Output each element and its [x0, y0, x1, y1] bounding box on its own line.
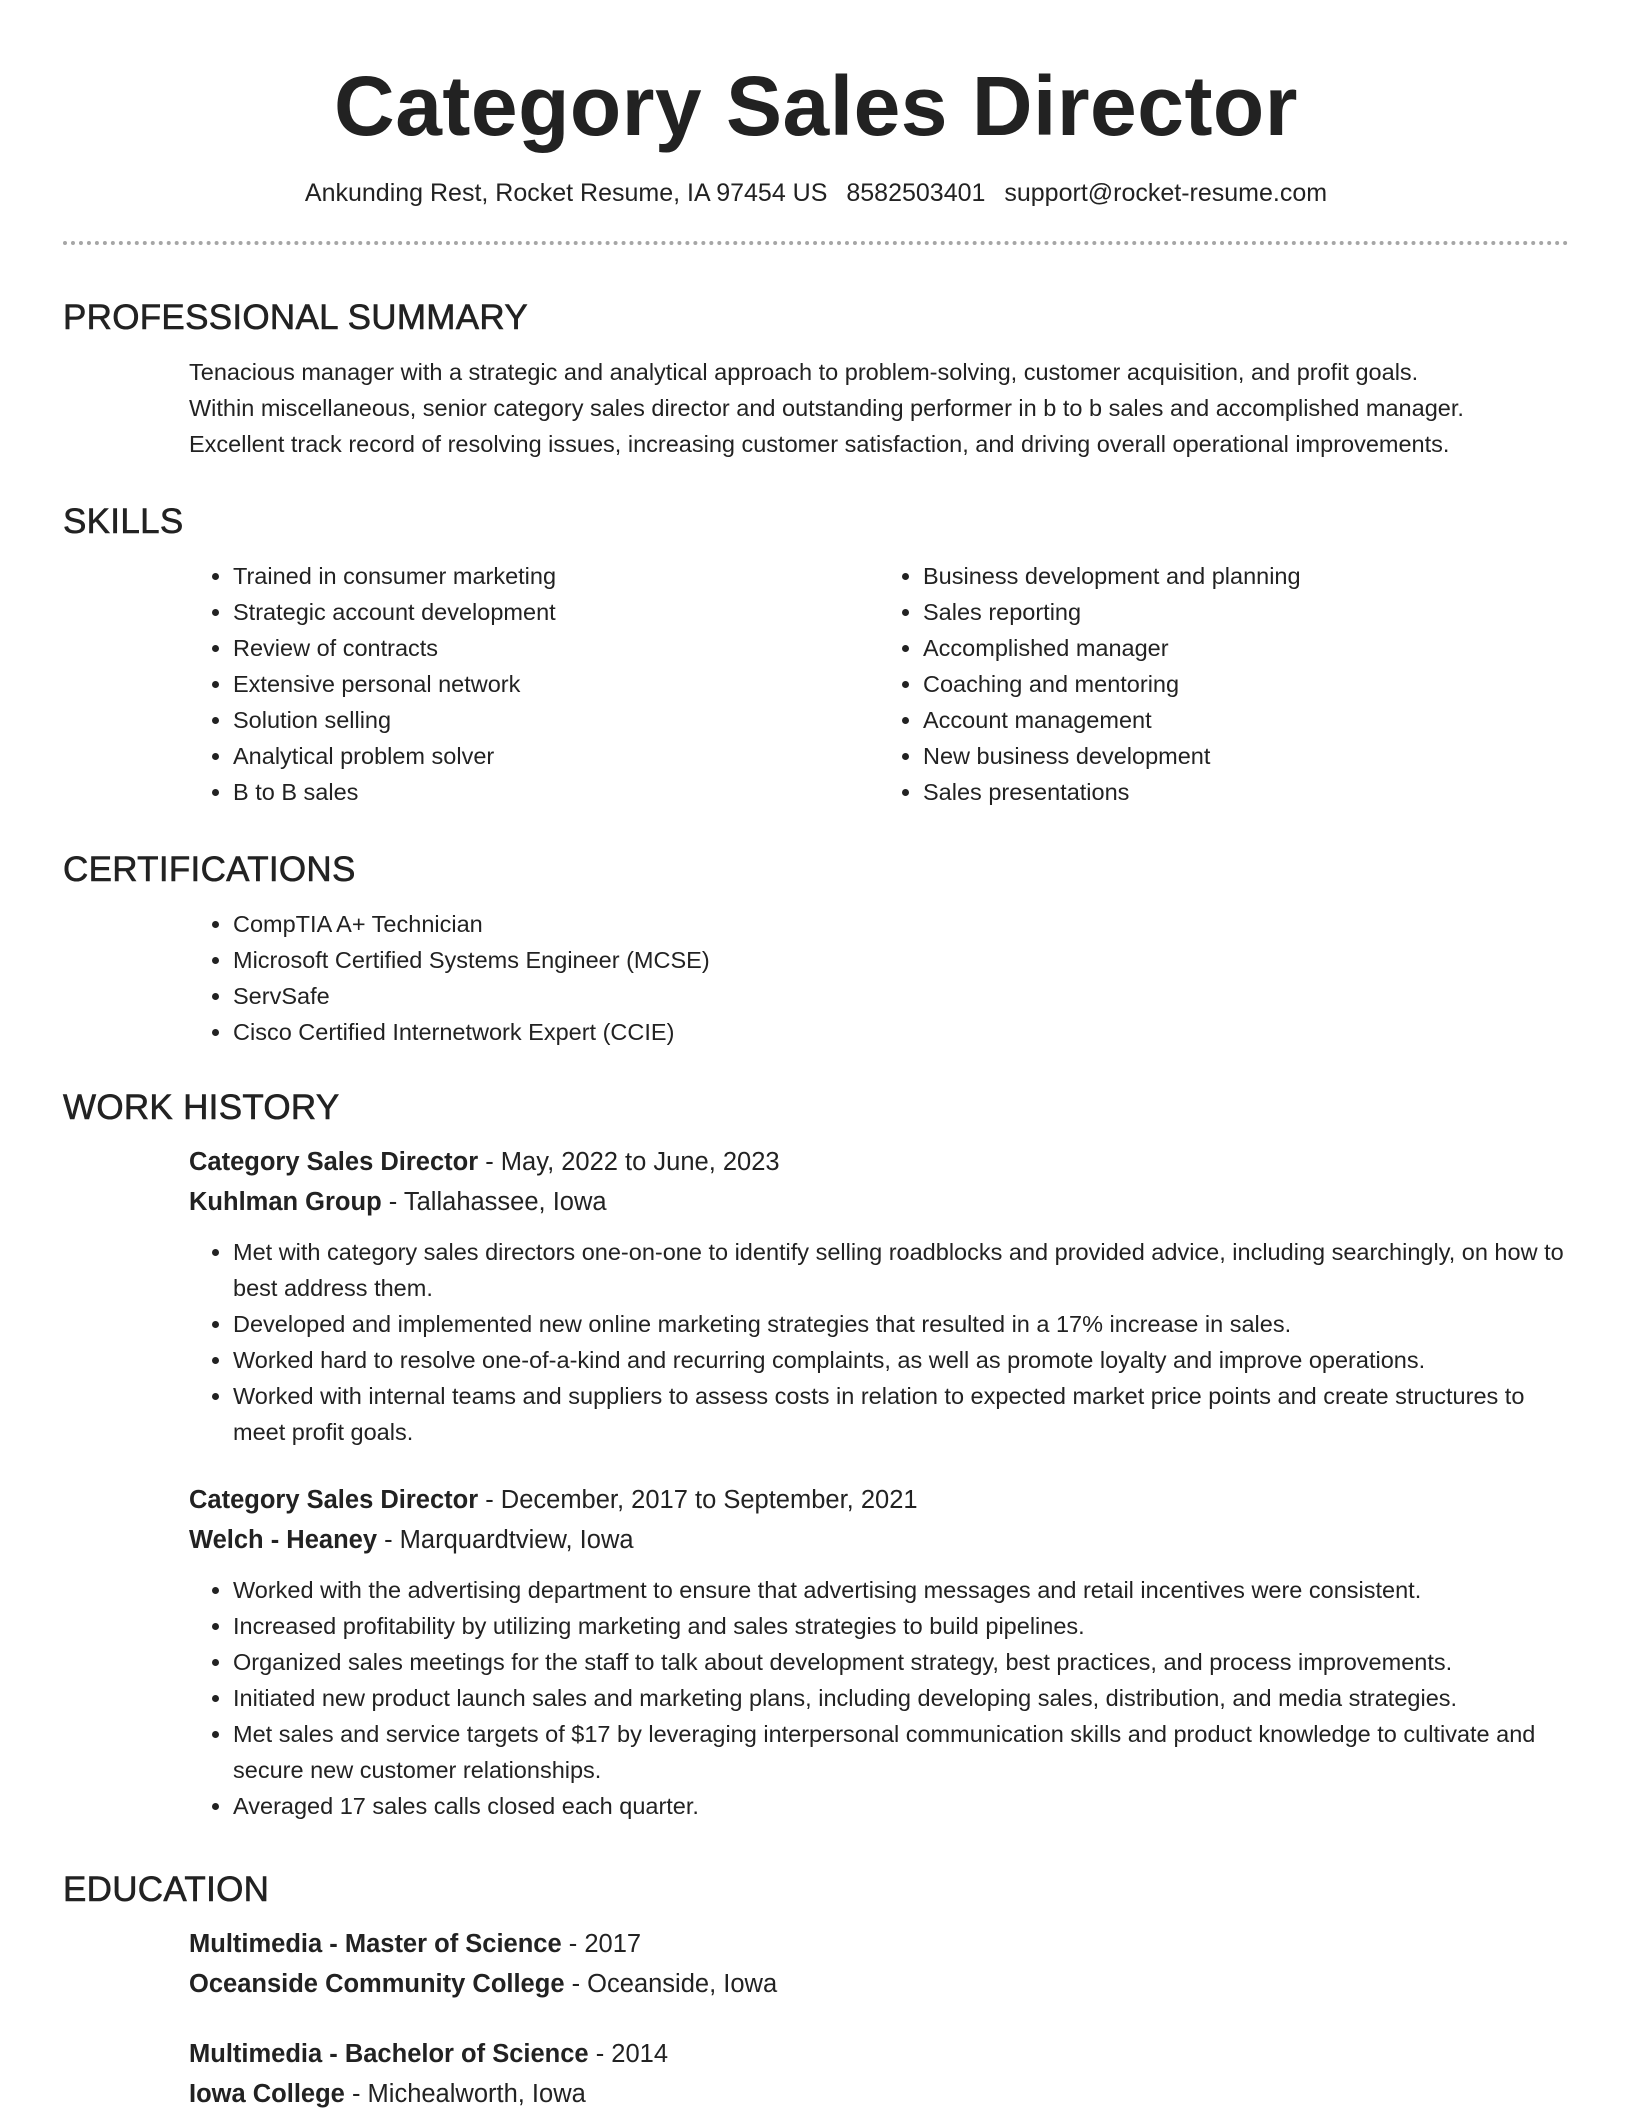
- education-degree-line: [189, 1924, 1569, 1964]
- resume-header: [63, 0, 1569, 245]
- education-year: - 2017: [561, 1930, 642, 1958]
- list-item: • Worked hard to resolve one-of-a-kind and recurring complaints, as well as promote loyalty and improve operations.: [233, 1342, 1569, 1378]
- job-bullets: [189, 1572, 1569, 1824]
- list-item: • Increased profitability by utilizing marketing and sales strategies to build pipelines.: [233, 1608, 1569, 1644]
- job-title-line: [189, 1480, 1569, 1520]
- education-section: [63, 1868, 1569, 2114]
- section-title-skills: SKILLS: [63, 502, 184, 541]
- summary-line: Excellent track record of resolving issues, increasing customer satisfaction, and driving overall operational improvements.: [189, 431, 1450, 457]
- list-item: • Strategic account development: [233, 594, 879, 630]
- list-item: • Developed and implemented new online marketing strategies that resulted in a 17% increase in sales.: [233, 1306, 1569, 1342]
- list-item: • Worked with internal teams and suppliers to assess costs in relation to expected market price points and create structures to meet profit goals.: [233, 1378, 1569, 1450]
- list-item: • Worked with the advertising department to ensure that advertising messages and retail incentives were consistent.: [233, 1572, 1569, 1608]
- summary-line: Tenacious manager with a strategic and analytical approach to problem-solving, customer acquisition, and profit goals.: [189, 359, 1419, 385]
- candidate-name: Category Sales Director: [334, 59, 1298, 153]
- job-title-line: [189, 1142, 1569, 1182]
- list-item: • New business development: [923, 738, 1569, 774]
- list-item: • Coaching and mentoring: [923, 666, 1569, 702]
- list-item: • ServSafe: [233, 978, 1569, 1014]
- education-school: Oceanside Community College: [189, 1970, 565, 1998]
- list-item: • Organized sales meetings for the staff to talk about development strategy, best practices, and process improvements.: [233, 1644, 1569, 1680]
- list-item: • Cisco Certified Internetwork Expert (CCIE): [233, 1014, 1569, 1050]
- list-item: • Initiated new product launch sales and marketing plans, including developing sales, distribution, and media strategies.: [233, 1680, 1569, 1716]
- summary-section: [63, 296, 1569, 462]
- list-item: • Analytical problem solver: [233, 738, 879, 774]
- summary-line: Within miscellaneous, senior category sales director and outstanding performer in b to b sales and accomplished manager.: [189, 395, 1464, 421]
- job-company: Welch - Heaney: [189, 1526, 378, 1554]
- header-divider: [63, 241, 1569, 245]
- address-text: Ankunding Rest, Rocket Resume, IA 97454 US: [304, 179, 828, 207]
- contact-line: [63, 176, 1569, 210]
- list-item: • Extensive personal network: [233, 666, 879, 702]
- education-school-line: [189, 1964, 1569, 2004]
- list-item: • Microsoft Certified Systems Engineer (MCSE): [233, 942, 1569, 978]
- job-bullets: [189, 1234, 1569, 1450]
- job-company: Kuhlman Group: [189, 1188, 382, 1216]
- list-item: • Business development and planning: [923, 558, 1569, 594]
- job-company-line: [189, 1520, 1569, 1560]
- list-item: • Review of contracts: [233, 630, 879, 666]
- list-item: • Sales presentations: [923, 774, 1569, 810]
- job-entry: [189, 1480, 1569, 1824]
- education-location: - Oceanside, Iowa: [564, 1970, 778, 1998]
- job-entry: [189, 1142, 1569, 1450]
- job-location: - Tallahassee, Iowa: [381, 1188, 607, 1216]
- list-item: • Accomplished manager: [923, 630, 1569, 666]
- skills-list-right: [879, 558, 1569, 810]
- work-section: [63, 1086, 1569, 1824]
- education-degree: Multimedia - Bachelor of Science: [189, 2040, 589, 2068]
- skills-list-left: [189, 558, 879, 810]
- job-dates: - December, 2017 to September, 2021: [478, 1486, 918, 1514]
- education-degree-line: [189, 2034, 1569, 2074]
- job-location: - Marquardtview, Iowa: [377, 1526, 634, 1554]
- job-role: Category Sales Director: [189, 1148, 479, 1176]
- job-role: Category Sales Director: [189, 1486, 479, 1514]
- phone-text: 8582503401: [846, 179, 986, 207]
- summary-body: [189, 354, 1569, 462]
- list-item: • Met with category sales directors one-on-one to identify selling roadblocks and provided advice, including searchingly, on how to best address them.: [233, 1234, 1569, 1306]
- education-year: - 2014: [588, 2040, 668, 2068]
- list-item: • Trained in consumer marketing: [233, 558, 879, 594]
- job-company-line: [189, 1182, 1569, 1222]
- skills-columns: [189, 558, 1569, 810]
- list-item: • Sales reporting: [923, 594, 1569, 630]
- list-item: • Met sales and service targets of $17 by leveraging interpersonal communication skills and product knowledge to cultivate and secure new customer relationships.: [233, 1716, 1569, 1788]
- education-location: - Michealworth, Iowa: [344, 2080, 586, 2108]
- email-link[interactable]: support@rocket-resume.com: [1004, 179, 1328, 207]
- certifications-section: [63, 848, 1569, 1050]
- job-dates: - May, 2022 to June, 2023: [478, 1148, 780, 1176]
- section-title-education: EDUCATION: [63, 1870, 270, 1909]
- education-entry: [189, 2034, 1569, 2114]
- certifications-body: [189, 906, 1569, 1050]
- education-entry: [189, 1924, 1569, 2004]
- list-item: • Averaged 17 sales calls closed each quarter.: [233, 1788, 1569, 1824]
- list-item: • CompTIA A+ Technician: [233, 906, 1569, 942]
- education-degree: Multimedia - Master of Science: [189, 1930, 562, 1958]
- education-school: Iowa College: [189, 2080, 345, 2108]
- section-title-certifications: CERTIFICATIONS: [63, 850, 356, 889]
- list-item: • B to B sales: [233, 774, 879, 810]
- list-item: • Solution selling: [233, 702, 879, 738]
- section-title-work: WORK HISTORY: [63, 1088, 340, 1127]
- education-school-line: [189, 2074, 1569, 2114]
- section-title-summary: PROFESSIONAL SUMMARY: [63, 298, 528, 337]
- list-item: • Account management: [923, 702, 1569, 738]
- skills-section: [63, 500, 1569, 810]
- certifications-list: [189, 906, 1569, 1050]
